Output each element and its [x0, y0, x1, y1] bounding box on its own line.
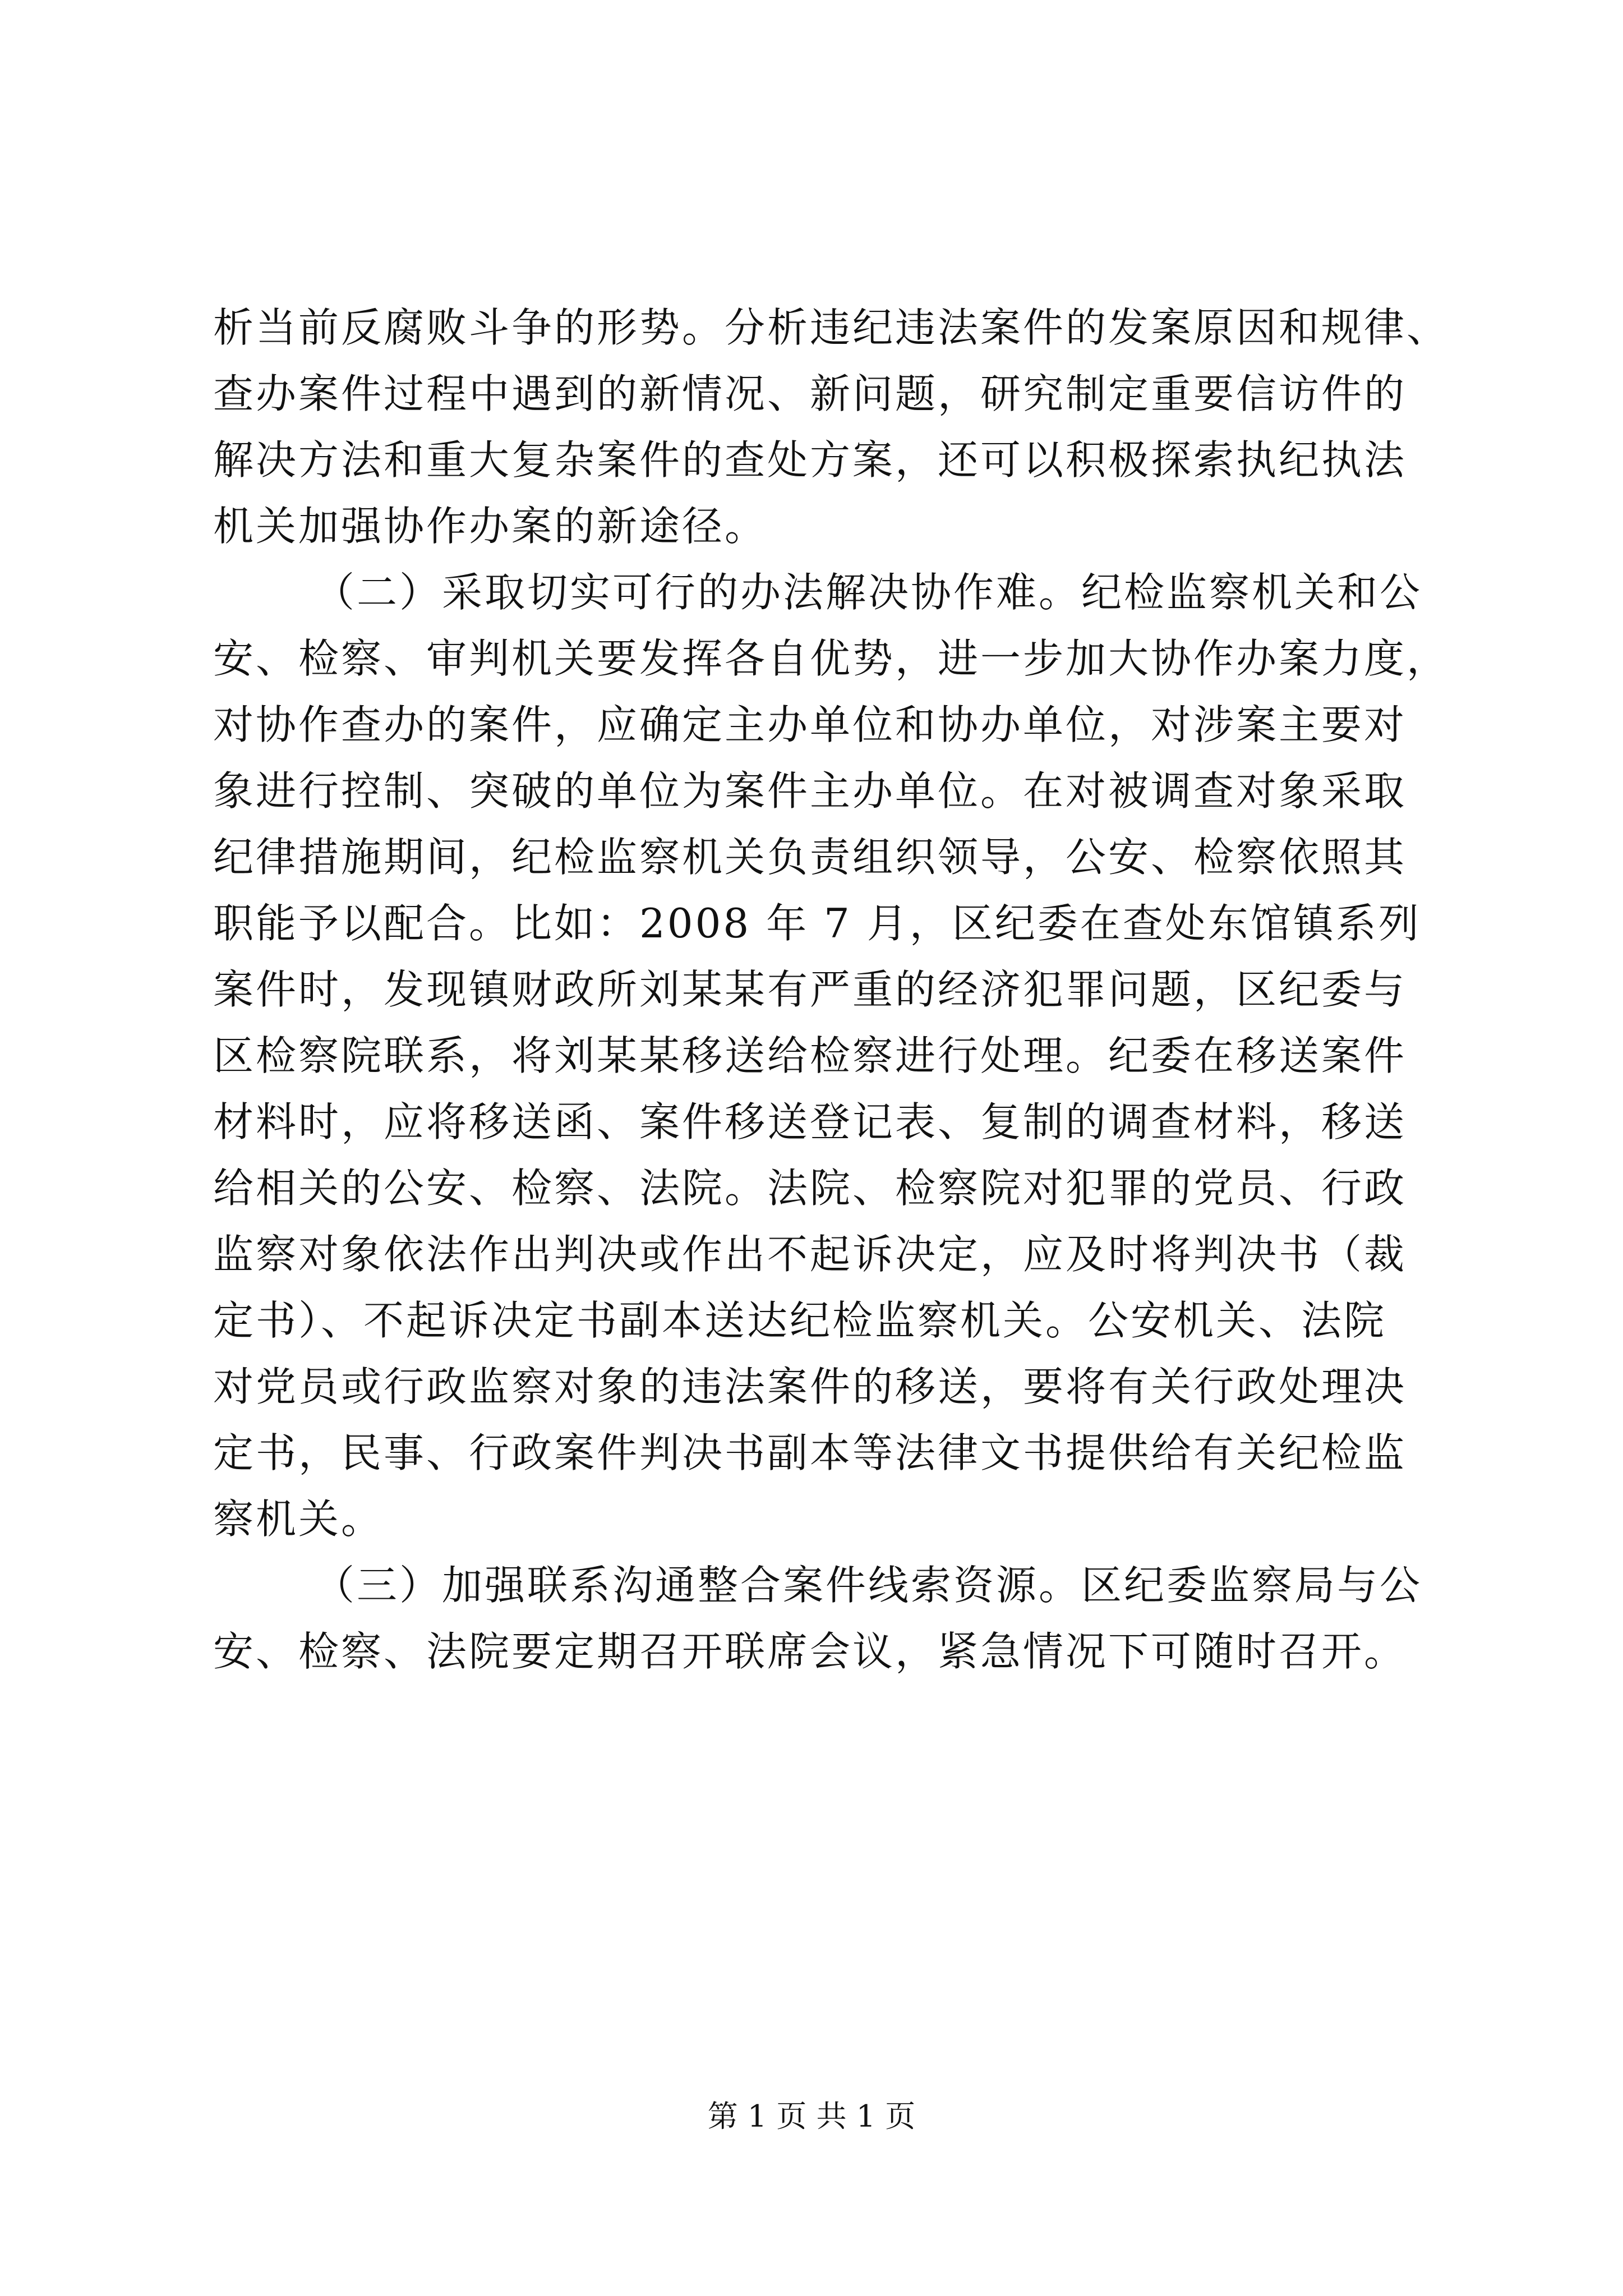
body-line: 析当前反腐败斗争的形势。分析违纪违法案件的发案原因和规律、 [213, 304, 1450, 351]
body-line: 区检察院联系，将刘某某移送给检察进行处理。纪委在移送案件 [213, 1032, 1407, 1079]
body-line: 材料时，应将移送函、案件移送登记表、复制的调查材料，移送 [213, 1098, 1407, 1145]
body-line: 解决方法和重大复杂案件的查处方案，还可以积极探索执纪执法 [213, 436, 1407, 484]
body-line: 纪律措施期间，纪检监察机关负责组织领导，公安、检察依照其 [213, 834, 1407, 881]
body-line: 定书，民事、行政案件判决书副本等法律文书提供给有关纪检监 [213, 1429, 1407, 1476]
page-number-footer: 第 1 页 共 1 页 [707, 2099, 916, 2134]
body-line: 查办案件过程中遇到的新情况、新问题，研究制定重要信访件的 [213, 370, 1407, 417]
body-line: 定书）、不起诉决定书副本送达纪检监察机关。公安机关、法院 [213, 1297, 1387, 1344]
body-line: 察机关。 [213, 1496, 384, 1543]
body-line: 监察对象依法作出判决或作出不起诉决定，应及时将判决书（裁 [213, 1231, 1407, 1278]
body-line: 安、检察、法院要定期召开联席会议，紧急情况下可随时召开。 [213, 1628, 1407, 1675]
body-line: 象进行控制、突破的单位为案件主办单位。在对被调查对象采取 [213, 767, 1407, 815]
body-line: 机关加强协作办案的新途径。 [213, 503, 768, 550]
body-line: 对协作查办的案件，应确定主办单位和协办单位，对涉案主要对 [213, 701, 1407, 748]
body-line: 职能予以配合。比如：2008 年 7 月，区纪委在查处东馆镇系列 [213, 900, 1421, 947]
body-line: （二）采取切实可行的办法解决协作难。纪检监察机关和公 [314, 569, 1423, 616]
body-line: 对党员或行政监察对象的违法案件的移送，要将有关行政处理决 [213, 1363, 1407, 1410]
body-line: 给相关的公安、检察、法院。法院、检察院对犯罪的党员、行政 [213, 1165, 1407, 1212]
body-line: 案件时，发现镇财政所刘某某有严重的经济犯罪问题，区纪委与 [213, 966, 1407, 1013]
body-line: 安、检察、审判机关要发挥各自优势，进一步加大协作办案力度， [213, 635, 1450, 682]
body-line: （三）加强联系沟通整合案件线索资源。区纪委监察局与公 [314, 1562, 1423, 1609]
